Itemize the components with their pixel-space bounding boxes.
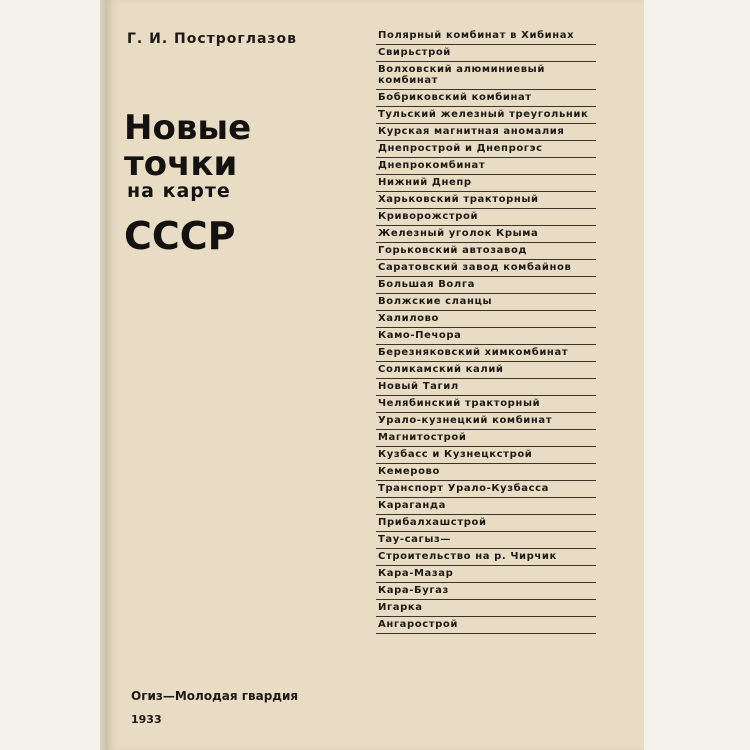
title-line-4: СССР xyxy=(124,214,236,258)
toc-item: Харьковский тракторный xyxy=(376,192,596,209)
toc-item: Караганда xyxy=(376,498,596,515)
toc-item: Курская магнитная аномалия xyxy=(376,124,596,141)
toc-item: Прибалхашстрой xyxy=(376,515,596,532)
toc-item: Транспорт Урало-Кузбасса xyxy=(376,481,596,498)
toc-item: Большая Волга xyxy=(376,277,596,294)
toc-item: Кара-Бугаз xyxy=(376,583,596,600)
toc-item: Ангарострой xyxy=(376,617,596,634)
toc-item: Строительство на р. Чирчик xyxy=(376,549,596,566)
toc-item: Урало-кузнецкий комбинат xyxy=(376,413,596,430)
toc-item: Днепрокомбинат xyxy=(376,158,596,175)
toc-item: Соликамский калий xyxy=(376,362,596,379)
toc-item: Новый Тагил xyxy=(376,379,596,396)
toc-item: Днепрострой и Днепрогэс xyxy=(376,141,596,158)
toc-item: Тау-сагыз— xyxy=(376,532,596,549)
toc-item: Волховский алюминиевый комбинат xyxy=(376,62,596,90)
toc-item: Камо-Печора xyxy=(376,328,596,345)
toc-item: Свирьстрой xyxy=(376,45,596,62)
toc-item: Горьковский автозавод xyxy=(376,243,596,260)
toc-item: Кара-Мазар xyxy=(376,566,596,583)
toc-item: Нижний Днепр xyxy=(376,175,596,192)
table-of-contents xyxy=(376,28,596,634)
toc-item: Полярный комбинат в Хибинах xyxy=(376,28,596,45)
toc-item: Железный уголок Крыма xyxy=(376,226,596,243)
author-name: Г. И. Построглазов xyxy=(127,31,298,47)
toc-item: Игарка xyxy=(376,600,596,617)
toc-item: Челябинский тракторный xyxy=(376,396,596,413)
toc-item: Кемерово xyxy=(376,464,596,481)
toc-item: Тульский железный треугольник xyxy=(376,107,596,124)
title-line-1: Новые xyxy=(124,108,252,148)
publication-year: 1933 xyxy=(131,713,162,726)
title-line-3: на карте xyxy=(127,180,231,202)
toc-item: Криворожстрой xyxy=(376,209,596,226)
toc-item: Бобриковский комбинат xyxy=(376,90,596,107)
toc-item: Магнитострой xyxy=(376,430,596,447)
toc-item: Саратовский завод комбайнов xyxy=(376,260,596,277)
title-line-2: точки xyxy=(124,144,238,184)
toc-item: Халилово xyxy=(376,311,596,328)
toc-item: Березняковский химкомбинат xyxy=(376,345,596,362)
toc-item: Кузбасс и Кузнецкстрой xyxy=(376,447,596,464)
toc-item: Волжские сланцы xyxy=(376,294,596,311)
publisher: Огиз—Молодая гвардия xyxy=(131,689,299,703)
